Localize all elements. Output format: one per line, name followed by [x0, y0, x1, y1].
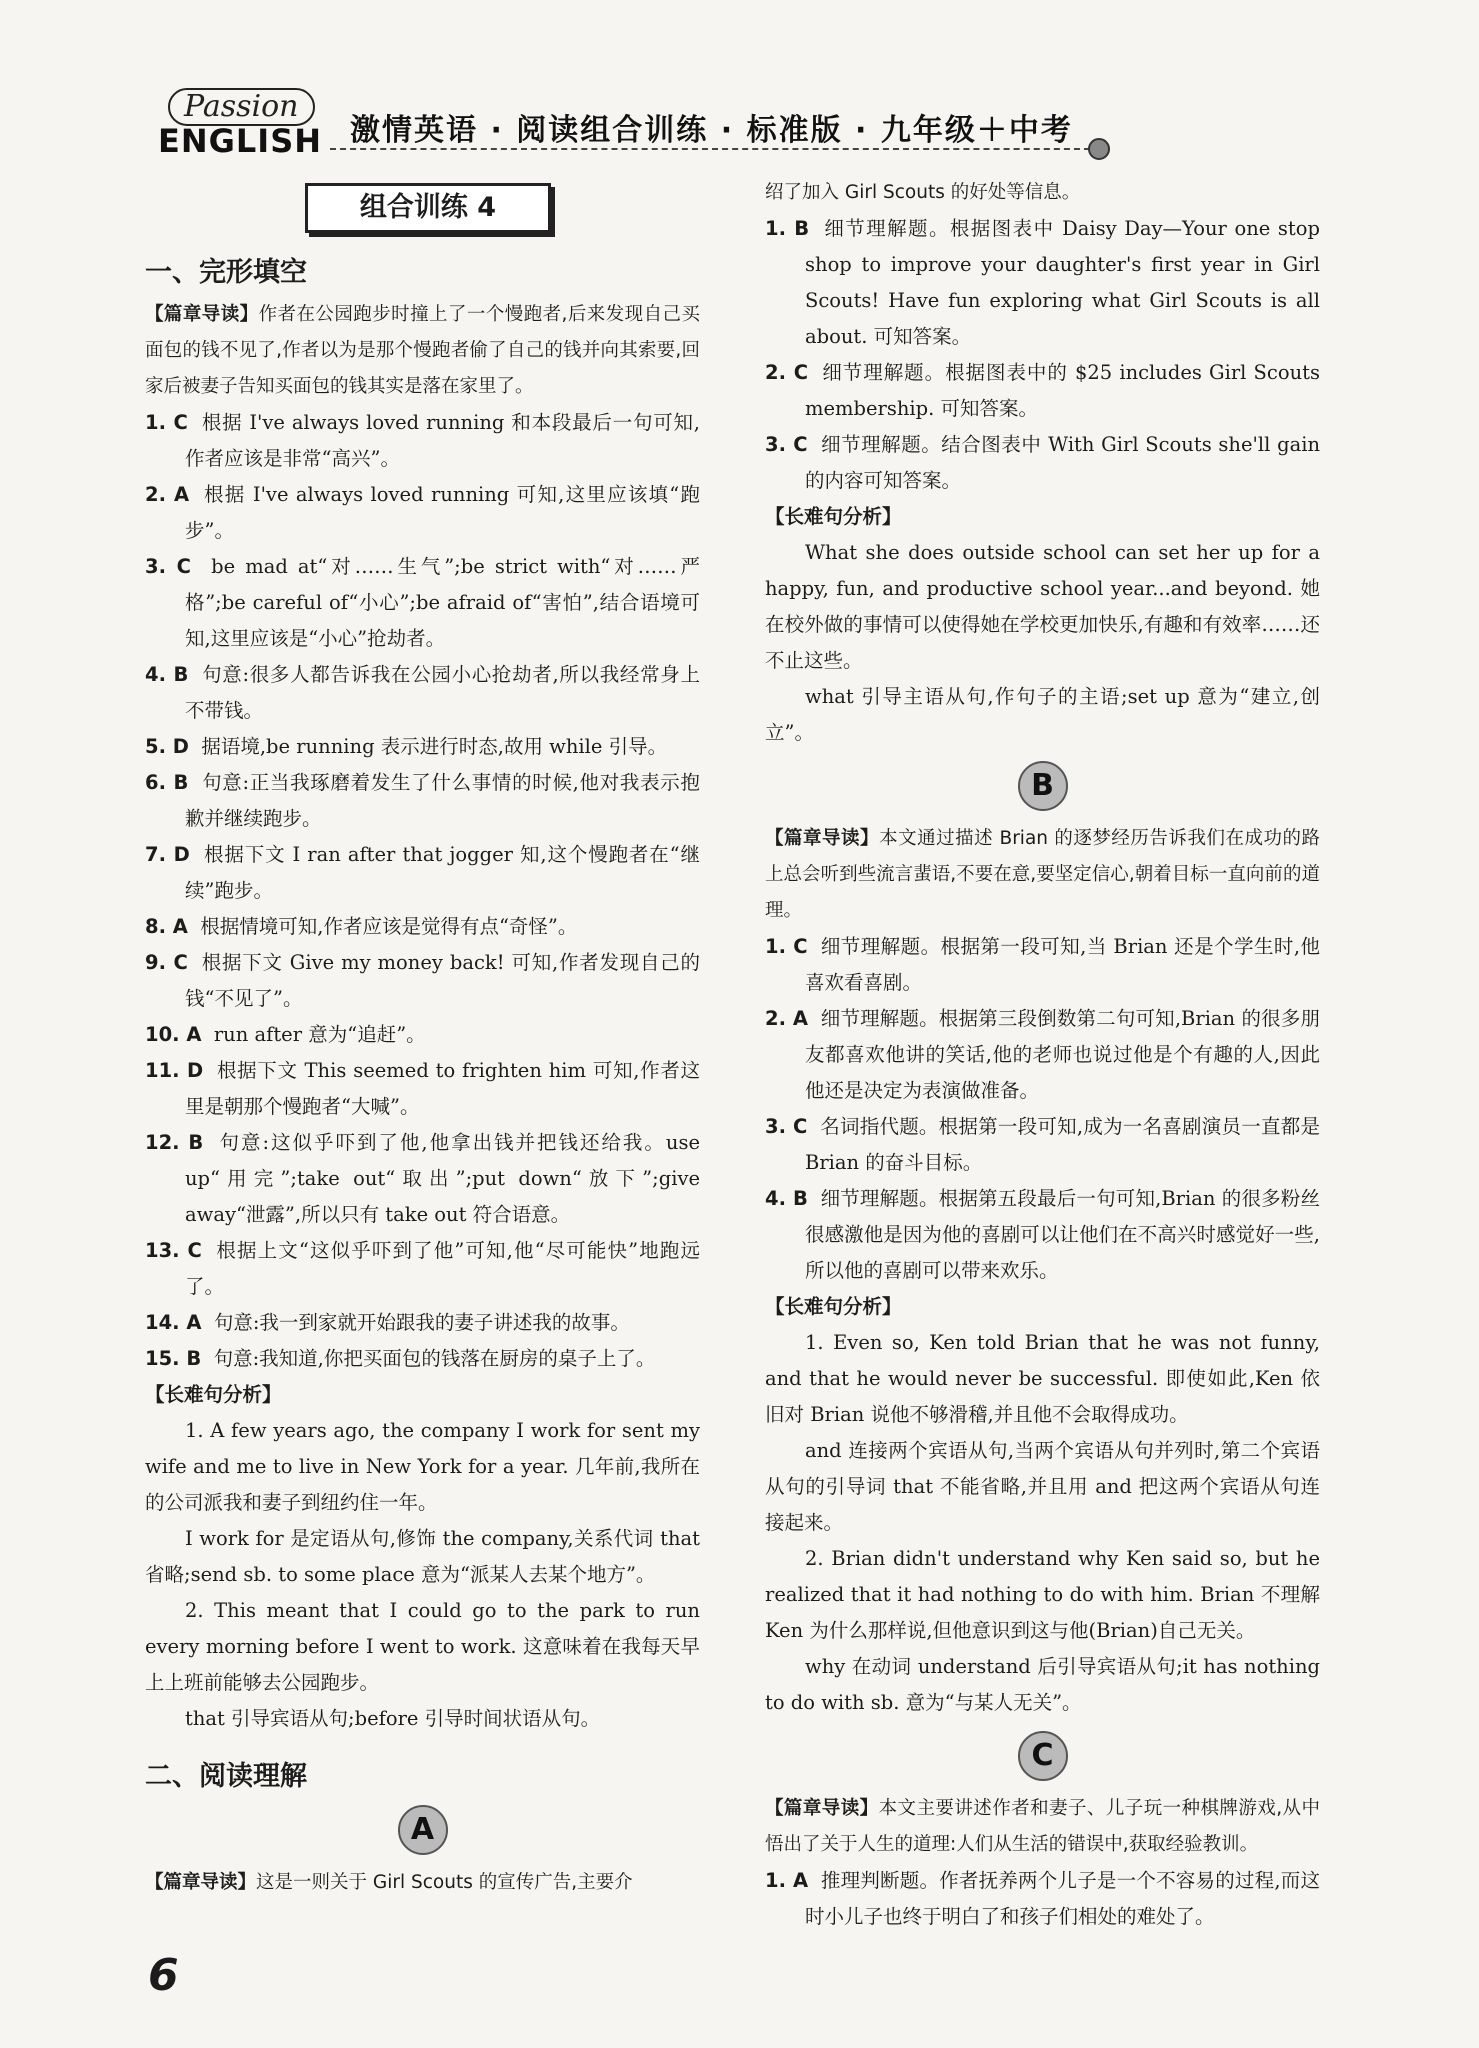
answer-number: 13. C [145, 1239, 202, 1262]
section-heading-reading: 二、阅读理解 [145, 1761, 307, 1792]
answer-explanation: 句意:我一到家就开始跟我的妻子讲述我的故事。 [213, 1311, 630, 1334]
answer-number: 4. B [765, 1187, 808, 1210]
answer-item [765, 211, 1320, 355]
answer-item [765, 929, 1320, 1001]
analysis-paragraph: 2. This meant that I could go to the park to run every morning before I went to work. 这意味着在我每天早上上班前能够去公园跑步。 [145, 1599, 700, 1694]
answer-number: 1. C [765, 935, 808, 958]
passion-english-logo [150, 88, 323, 166]
analysis-paragraph: what 引导主语从句,作句子的主语;set up 意为“建立,创立”。 [765, 685, 1320, 744]
answer-number: 1. C [145, 411, 188, 434]
answer-number: 6. B [145, 771, 189, 794]
answer-explanation: 细节理解题。根据第五段最后一句可知,Brian 的很多粉丝很感激他是因为他的喜剧可以让他们在不高兴时感觉好一些,所以他的喜剧可以带来欢乐。 [805, 1187, 1320, 1282]
answer-explanation: 推理判断题。作者抚养两个儿子是一个不容易的过程,而这时小儿子也终于明白了和孩子们相处的难处了。 [805, 1869, 1320, 1928]
intro-tag: 【篇章导读】 [765, 828, 880, 849]
answer-number: 8. A [145, 915, 188, 938]
page-header [0, 0, 1479, 170]
answer-explanation: 根据下文 I ran after that jogger 知,这个慢跑者在“继续”跑步。 [185, 843, 700, 902]
answer-item [765, 1109, 1320, 1181]
logo-english-text: ENGLISH [158, 122, 323, 160]
answer-item [145, 477, 700, 549]
answer-item [145, 405, 700, 477]
passage-b-intro [765, 821, 1320, 929]
answer-number: 3. C [765, 1115, 808, 1138]
answer-number: 7. D [145, 843, 190, 866]
intro-text: 本文主要讲述作者和妻子、儿子玩一种棋牌游戏,从中悟出了关于人生的道理:人们从生活的错误中,获取经验教训。 [765, 1798, 1320, 1855]
page-number: 6 [148, 1950, 179, 2001]
answer-explanation: 根据情境可知,作者应该是觉得有点“奇怪”。 [200, 915, 578, 938]
answer-item [145, 1017, 700, 1053]
analysis-heading: 【长难句分析】 [145, 1383, 282, 1406]
answer-item [145, 549, 700, 657]
passage-a-intro [145, 1865, 700, 1901]
answer-item [145, 765, 700, 837]
answer-number: 2. A [765, 1007, 809, 1030]
answer-number: 15. B [145, 1347, 202, 1370]
passage-a-intro-continued: 绍了加入 Girl Scouts 的好处等信息。 [765, 182, 1081, 203]
analysis-paragraph: 2. Brian didn't understand why Ken said so, but he realized that it had nothing to do with him. Brian 不理解 Ken 为什么那样说,但他意识到这与他(Brian)自己无关。 [765, 1547, 1320, 1642]
intro-tag: 【篇章导读】 [765, 1798, 879, 1819]
answer-explanation: run after 意为“追赶”。 [213, 1023, 426, 1046]
analysis-heading: 【长难句分析】 [765, 1295, 902, 1318]
right-column [765, 175, 1320, 1935]
series-title: 激情英语 · 阅读组合训练 · 标准版 · 九年级＋中考 [350, 113, 1073, 148]
answer-item [765, 1001, 1320, 1109]
answer-item [145, 1233, 700, 1305]
answer-explanation: 根据下文 Give my money back! 可知,作者发现自己的钱“不见了”。 [185, 951, 700, 1010]
answer-explanation: 根据 I've always loved running 可知,这里应该填“跑步”。 [185, 483, 700, 542]
answer-number: 5. D [145, 735, 189, 758]
intro-text: 本文通过描述 Brian 的逐梦经历告诉我们在成功的路上总会听到些流言蜚语,不要在意,要坚定信心,朝着目标一直向前的道理。 [765, 828, 1320, 921]
header-dot-ornament [1088, 138, 1110, 160]
passage-marker-a: A [398, 1805, 448, 1855]
answer-explanation: 句意:正当我琢磨着发生了什么事情的时候,他对我表示抱歉并继续跑步。 [185, 771, 700, 830]
answer-item [145, 1341, 700, 1377]
analysis-paragraph: that 引导宾语从句;before 引导时间状语从句。 [185, 1707, 601, 1730]
answer-explanation: 细节理解题。根据图表中的 $25 includes Girl Scouts membership. 可知答案。 [805, 361, 1320, 420]
answer-number: 2. C [765, 361, 809, 384]
answer-explanation: 名词指代题。根据第一段可知,成为一名喜剧演员一直都是 Brian 的奋斗目标。 [805, 1115, 1321, 1174]
answer-number: 3. C [765, 433, 808, 456]
answer-explanation: be mad at“对……生气”;be strict with“对……严格”;be careful of“小心”;be afraid of“害怕”,结合语境可知,这里应该是“小心”抢劫者。 [185, 555, 700, 650]
answer-item [765, 1863, 1320, 1935]
answer-explanation: 据语境,be running 表示进行时态,故用 while 引导。 [201, 735, 668, 758]
answer-item [145, 1125, 700, 1233]
answer-explanation: 句意:很多人都告诉我在公园小心抢劫者,所以我经常身上不带钱。 [185, 663, 700, 722]
answer-item [145, 1053, 700, 1125]
answer-number: 1. B [765, 217, 810, 240]
answer-explanation: 根据下文 This seemed to frighten him 可知,作者这里是朝那个慢跑者“大喊”。 [185, 1059, 700, 1118]
passage-c-intro [765, 1791, 1320, 1863]
cloze-answer-list [145, 405, 700, 1377]
unit-title: 组合训练 4 [305, 183, 551, 233]
answer-number: 3. C [145, 555, 191, 578]
analysis-paragraph: I work for 是定语从句,修饰 the company,关系代词 that 省略;send sb. to some place 意为“派某人去某个地方”。 [145, 1527, 700, 1586]
answer-number: 14. A [145, 1311, 202, 1334]
answer-item [765, 427, 1320, 499]
cloze-intro [145, 297, 700, 405]
answer-item [145, 909, 700, 945]
analysis-paragraph: 1. A few years ago, the company I work for sent my wife and me to live in New York for a year. 几年前,我所在的公司派我和妻子到纽约住一年。 [145, 1419, 700, 1514]
answer-item [765, 355, 1320, 427]
analysis-heading: 【长难句分析】 [765, 505, 902, 528]
answer-explanation: 根据上文“这似乎吓到了他”可知,他“尽可能快”地跑远了。 [185, 1239, 700, 1298]
answer-number: 12. B [145, 1131, 204, 1154]
analysis-paragraph: What she does outside school can set her up for a happy, fun, and productive school year...and beyond. 她在校外做的事情可以使得她在学校更加快乐,有趣和有效率……还不止这些。 [765, 541, 1320, 672]
analysis-paragraph: 1. Even so, Ken told Brian that he was not funny, and that he would never be successful. 即使如此,Ken 依旧对 Brian 说他不够滑稽,并且他不会取得成功。 [765, 1331, 1320, 1426]
answer-number: 10. A [145, 1023, 202, 1046]
answer-item [145, 657, 700, 729]
answer-explanation: 根据 I've always loved running 和本段最后一句可知,作者应该是非常“高兴”。 [185, 411, 700, 470]
answer-item [145, 837, 700, 909]
passage-marker-c: C [1018, 1731, 1068, 1781]
analysis-paragraph: why 在动词 understand 后引导宾语从句;it has nothing to do with sb. 意为“与某人无关”。 [765, 1655, 1320, 1714]
answer-number: 11. D [145, 1059, 204, 1082]
answer-item [145, 729, 700, 765]
intro-tag: 【篇章导读】 [145, 1872, 257, 1893]
intro-text: 这是一则关于 Girl Scouts 的宣传广告,主要介 [256, 1872, 633, 1893]
answer-number: 9. C [145, 951, 188, 974]
answer-explanation: 细节理解题。根据第三段倒数第二句可知,Brian 的很多朋友都喜欢他讲的笑话,他的老师也说过他是个有趣的人,因此他还是决定为表演做准备。 [805, 1007, 1320, 1102]
answer-explanation: 细节理解题。根据第一段可知,当 Brian 还是个学生时,他喜欢看喜剧。 [805, 935, 1320, 994]
answer-item [765, 1181, 1320, 1289]
intro-text: 作者在公园跑步时撞上了一个慢跑者,后来发现自己买面包的钱不见了,作者以为是那个慢跑者偷了自己的钱并向其索要,回家后被妻子告知买面包的钱其实是落在家里了。 [145, 304, 700, 397]
left-column [145, 175, 700, 1901]
header-divider [330, 148, 1090, 150]
answer-explanation: 细节理解题。结合图表中 With Girl Scouts she'll gain 的内容可知答案。 [805, 433, 1320, 492]
passage-marker-b: B [1018, 761, 1068, 811]
answer-explanation: 细节理解题。根据图表中 Daisy Day—Your one stop shop to improve your daughter's first year in Girl Scouts! Have fun exploring what Girl Scouts is all about. 可知答案。 [805, 217, 1320, 348]
answer-number: 2. A [145, 483, 190, 506]
analysis-paragraph: and 连接两个宾语从句,当两个宾语从句并列时,第二个宾语从句的引导词 that 不能省略,并且用 and 把这两个宾语从句连接起来。 [765, 1439, 1320, 1534]
intro-tag: 【篇章导读】 [145, 304, 259, 325]
logo-passion-text: Passion [168, 88, 315, 126]
answer-item [145, 945, 700, 1017]
section-heading-cloze: 一、完形填空 [145, 257, 307, 288]
answer-explanation: 句意:我知道,你把买面包的钱落在厨房的桌子上了。 [213, 1347, 656, 1370]
answer-number: 1. A [765, 1869, 809, 1892]
answer-item [145, 1305, 700, 1341]
answer-explanation: 句意:这似乎吓到了他,他拿出钱并把钱还给我。use up“用完”;take out“取出”;put down“放下”;give away“泄露”,所以只有 take out 符合语意。 [185, 1131, 700, 1226]
answer-number: 4. B [145, 663, 189, 686]
